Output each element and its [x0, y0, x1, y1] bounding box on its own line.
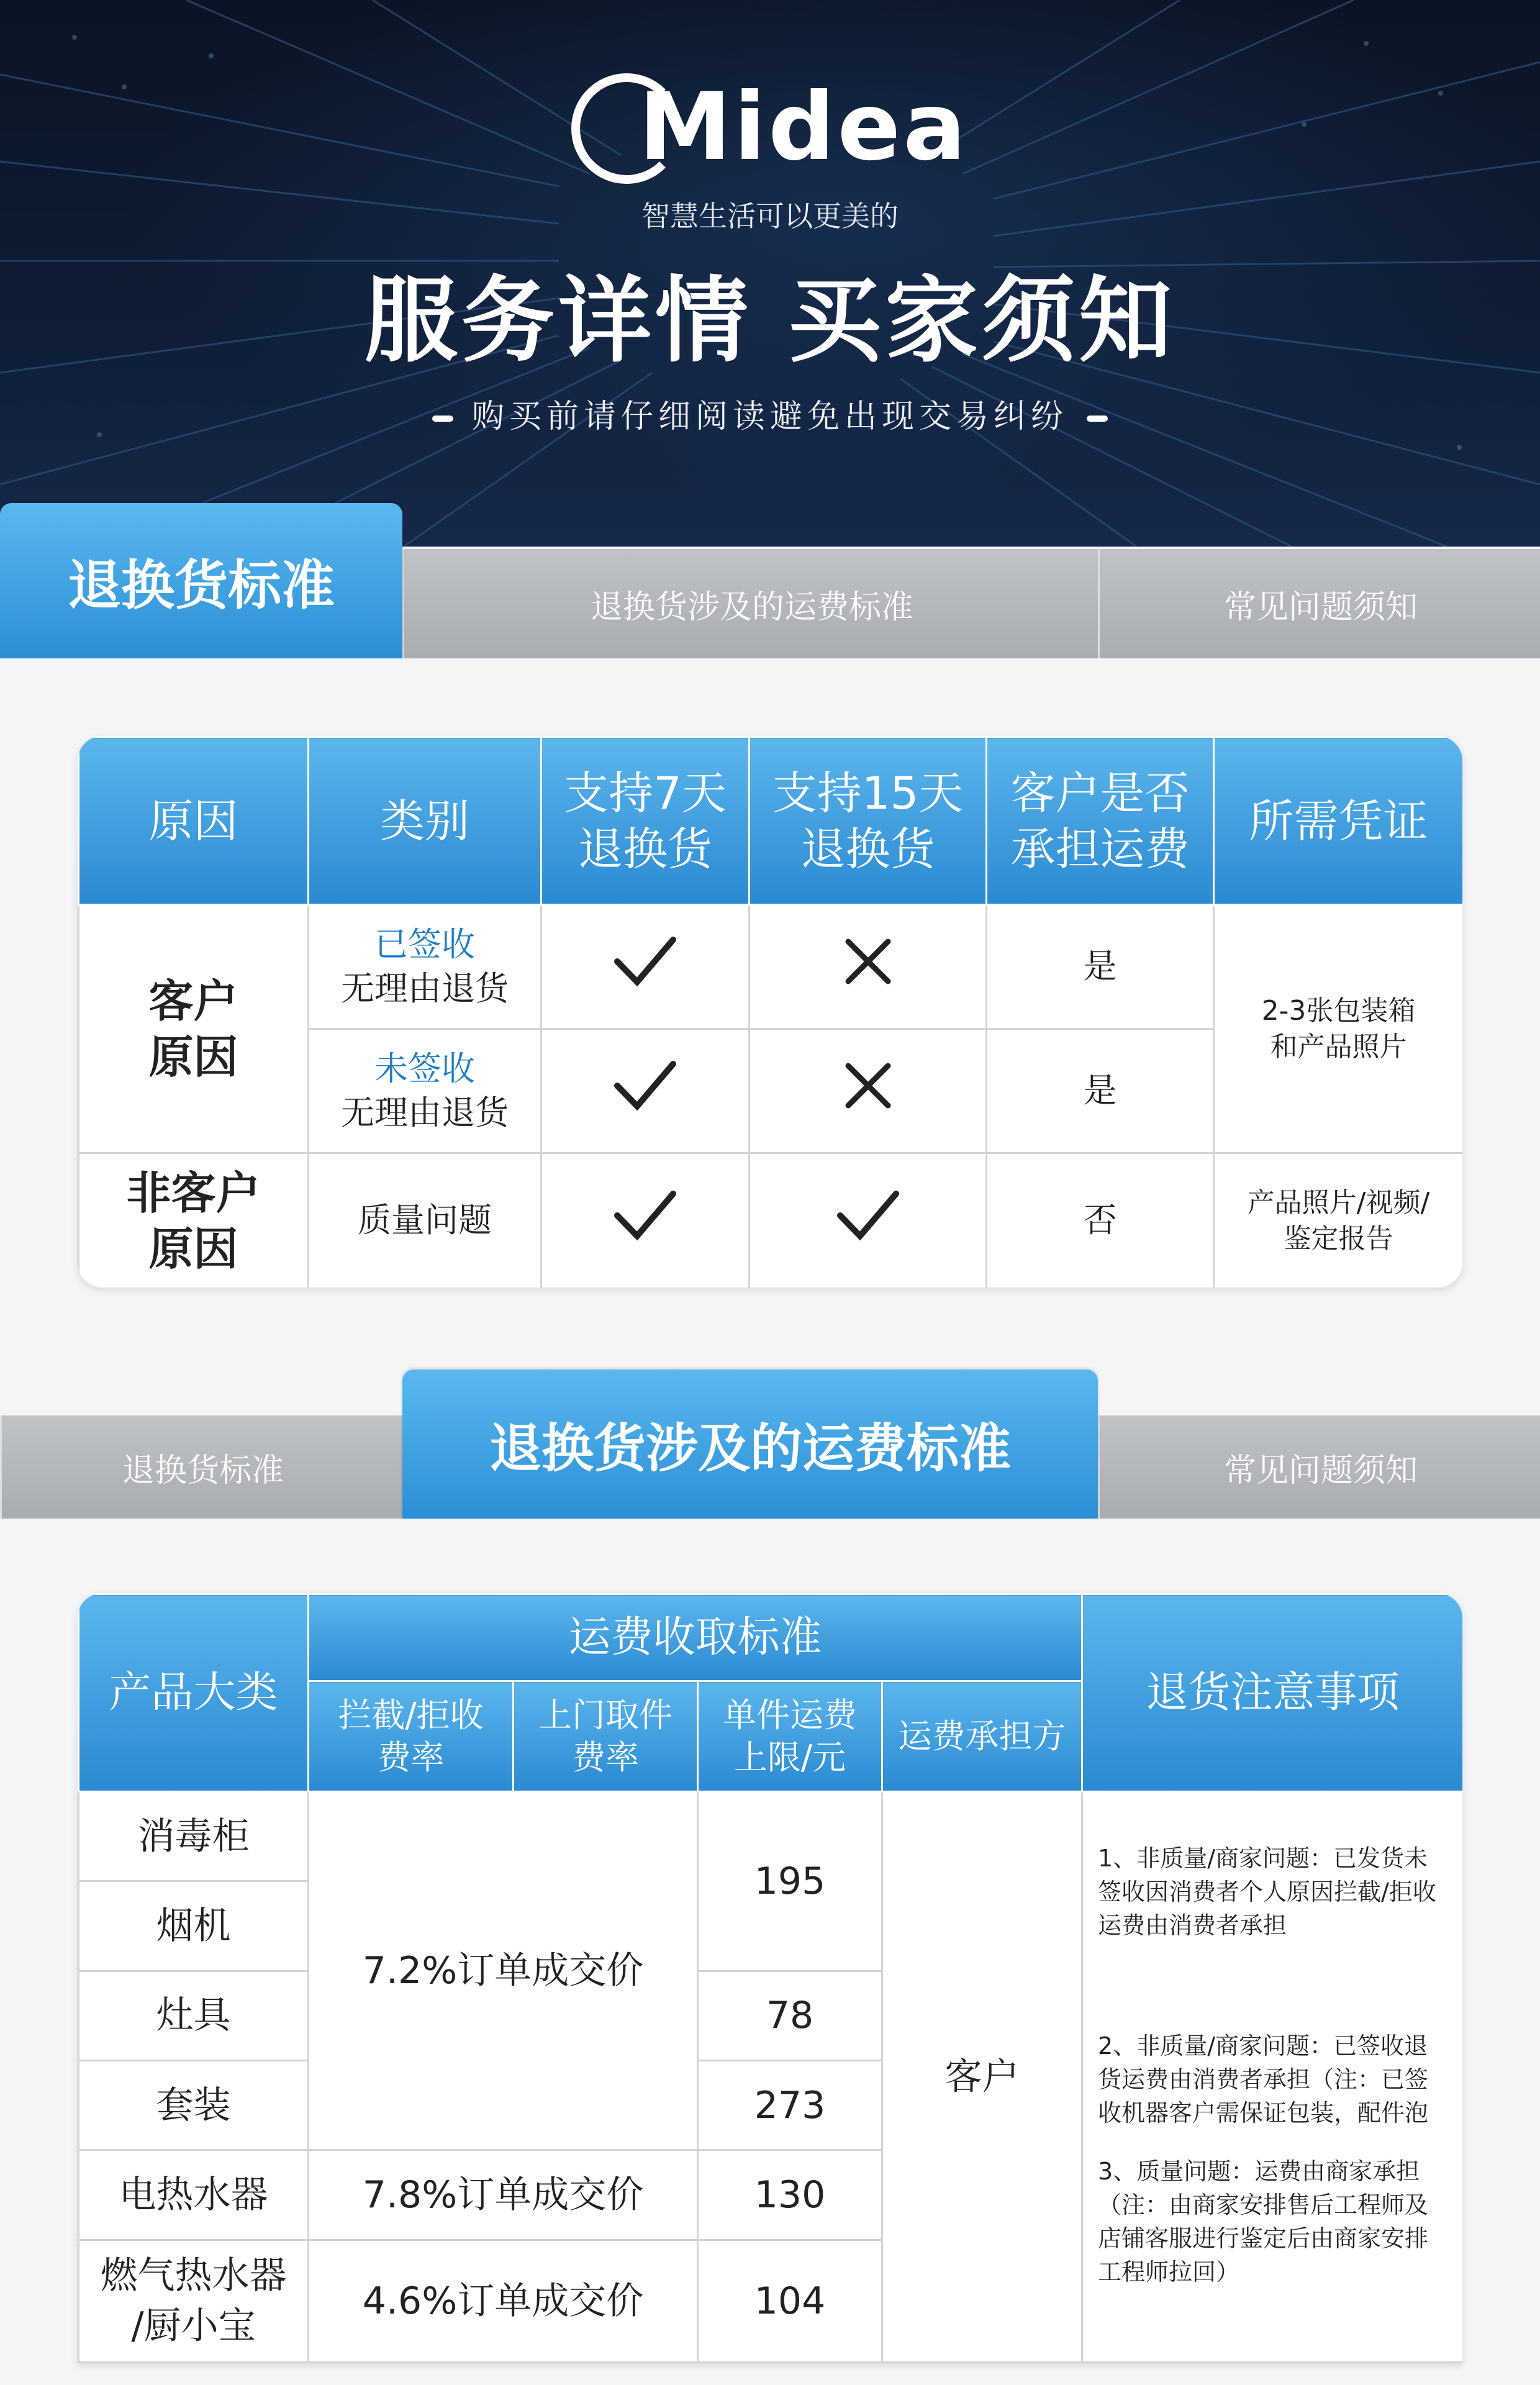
cell-7day	[541, 1153, 750, 1288]
category-quality: 质量问题	[309, 1153, 541, 1288]
tab-freight-standard[interactable]: 退换货涉及的运费标准	[402, 549, 1100, 658]
col-header-freight: 运费收取标准	[309, 1594, 1082, 1681]
table-row	[79, 1153, 1463, 1288]
product-cell: 套装	[79, 2061, 309, 2150]
limit-cell: 195	[698, 1792, 882, 1971]
cell-7day	[541, 905, 750, 1029]
check-icon	[611, 1058, 679, 1114]
limit-cell: 273	[698, 2061, 882, 2150]
reason-non-customer: 非客户 原因	[79, 1153, 309, 1288]
rate-cell: 7.2%订单成交价	[309, 1792, 698, 2150]
cell-15day	[750, 1029, 987, 1153]
col-header-payer: 运费承担方	[882, 1681, 1082, 1792]
col-header-7day: 支持7天 退换货	[541, 737, 750, 905]
col-header-intercept: 拦截/拒收 费率	[309, 1681, 514, 1792]
tab-return-standard[interactable]: 退换货标准	[0, 503, 402, 658]
tab-faq[interactable]: 常见问题须知	[1098, 1415, 1540, 1519]
note-item: 1、非质量/商家问题：已发货未签收因消费者个人原因拦截/拒收运费由消费者承担	[1098, 1845, 1436, 1940]
dash-right-icon	[1087, 416, 1108, 422]
tab-freight-standard[interactable]: 退换货涉及的运费标准	[402, 1370, 1098, 1519]
status-signed: 已签收	[374, 925, 475, 965]
cross-icon	[843, 1061, 893, 1111]
status-unsigned: 未签收	[374, 1049, 475, 1089]
brand-name: Midea	[638, 73, 969, 181]
col-header-proof: 所需凭证	[1214, 737, 1463, 905]
check-icon	[611, 934, 679, 989]
page-subtitle	[0, 390, 1540, 437]
limit-cell: 104	[698, 2240, 882, 2362]
product-cell: 灶具	[79, 1971, 309, 2060]
tab-bar-2	[0, 1370, 1540, 1519]
table-row	[79, 905, 1463, 1029]
reason-customer: 客户 原因	[79, 905, 309, 1153]
logo-ring-icon	[571, 73, 682, 184]
col-header-category: 类别	[309, 737, 541, 905]
col-header-category: 产品大类	[79, 1594, 309, 1792]
brand-slogan: 智慧生活可以更美的	[641, 199, 899, 233]
cell-7day	[541, 1029, 750, 1153]
subtitle-text: 购买前请仔细阅读避免出现交易纠纷	[471, 398, 1068, 435]
col-header-notes: 退货注意事项	[1082, 1594, 1462, 1792]
product-cell: 消毒柜	[79, 1792, 309, 1881]
brand-logo	[0, 73, 1540, 189]
tab-return-standard[interactable]: 退换货标准	[0, 1415, 404, 1519]
limit-cell: 78	[698, 1971, 882, 2060]
table-row	[79, 1792, 1463, 1881]
page-title: 服务详情 买家须知	[364, 267, 1176, 375]
product-cell: 电热水器	[79, 2150, 309, 2240]
col-header-pickup: 上门取件 费率	[514, 1681, 698, 1792]
cross-icon	[843, 937, 893, 986]
col-header-15day: 支持15天 退换货	[750, 737, 987, 905]
note-item: 2、非质量/商家问题：已签收退货运费由消费者承担（注：已签收机器客户需保证包装，配件泡	[1098, 2032, 1429, 2127]
tab-bar-1	[0, 503, 1540, 658]
return-policy-table	[78, 736, 1462, 1288]
col-header-fee: 客户是否 承担运费	[987, 737, 1214, 905]
cell-proof-quality: 产品照片/视频/ 鉴定报告	[1214, 1153, 1463, 1288]
product-cell: 燃气热水器 /厨小宝	[79, 2240, 309, 2362]
cell-fee: 是	[987, 905, 1214, 1029]
header-banner	[0, 0, 1540, 547]
product-cell: 烟机	[79, 1881, 309, 1971]
tab-faq[interactable]: 常见问题须知	[1098, 549, 1540, 658]
category-text: 无理由退货	[341, 968, 509, 1008]
cell-15day	[750, 905, 987, 1029]
category-text: 无理由退货	[341, 1093, 509, 1132]
cell-fee: 否	[987, 1153, 1214, 1288]
cell-15day	[750, 1153, 987, 1288]
col-header-limit: 单件运费 上限/元	[698, 1681, 882, 1792]
cell-proof-customer: 2-3张包装箱 和产品照片	[1214, 905, 1463, 1153]
payer-cell: 客户	[882, 1792, 1082, 2363]
rate-cell: 7.8%订单成交价	[309, 2150, 698, 2240]
category-cell	[309, 1029, 541, 1153]
rate-cell: 4.6%订单成交价	[309, 2240, 698, 2362]
dash-left-icon	[432, 416, 453, 422]
limit-cell: 130	[698, 2150, 882, 2240]
check-icon	[834, 1188, 902, 1243]
check-icon	[611, 1188, 679, 1243]
freight-table	[78, 1593, 1462, 2363]
notes-cell	[1082, 1792, 1462, 2363]
col-header-reason: 原因	[79, 737, 309, 905]
category-cell	[309, 905, 541, 1029]
cell-fee: 是	[987, 1029, 1214, 1153]
note-item: 3、质量问题：运费由商家承担（注：由商家安排售后工程师及店铺客服进行鉴定后由商家安排工程师拉回）	[1098, 2157, 1429, 2286]
